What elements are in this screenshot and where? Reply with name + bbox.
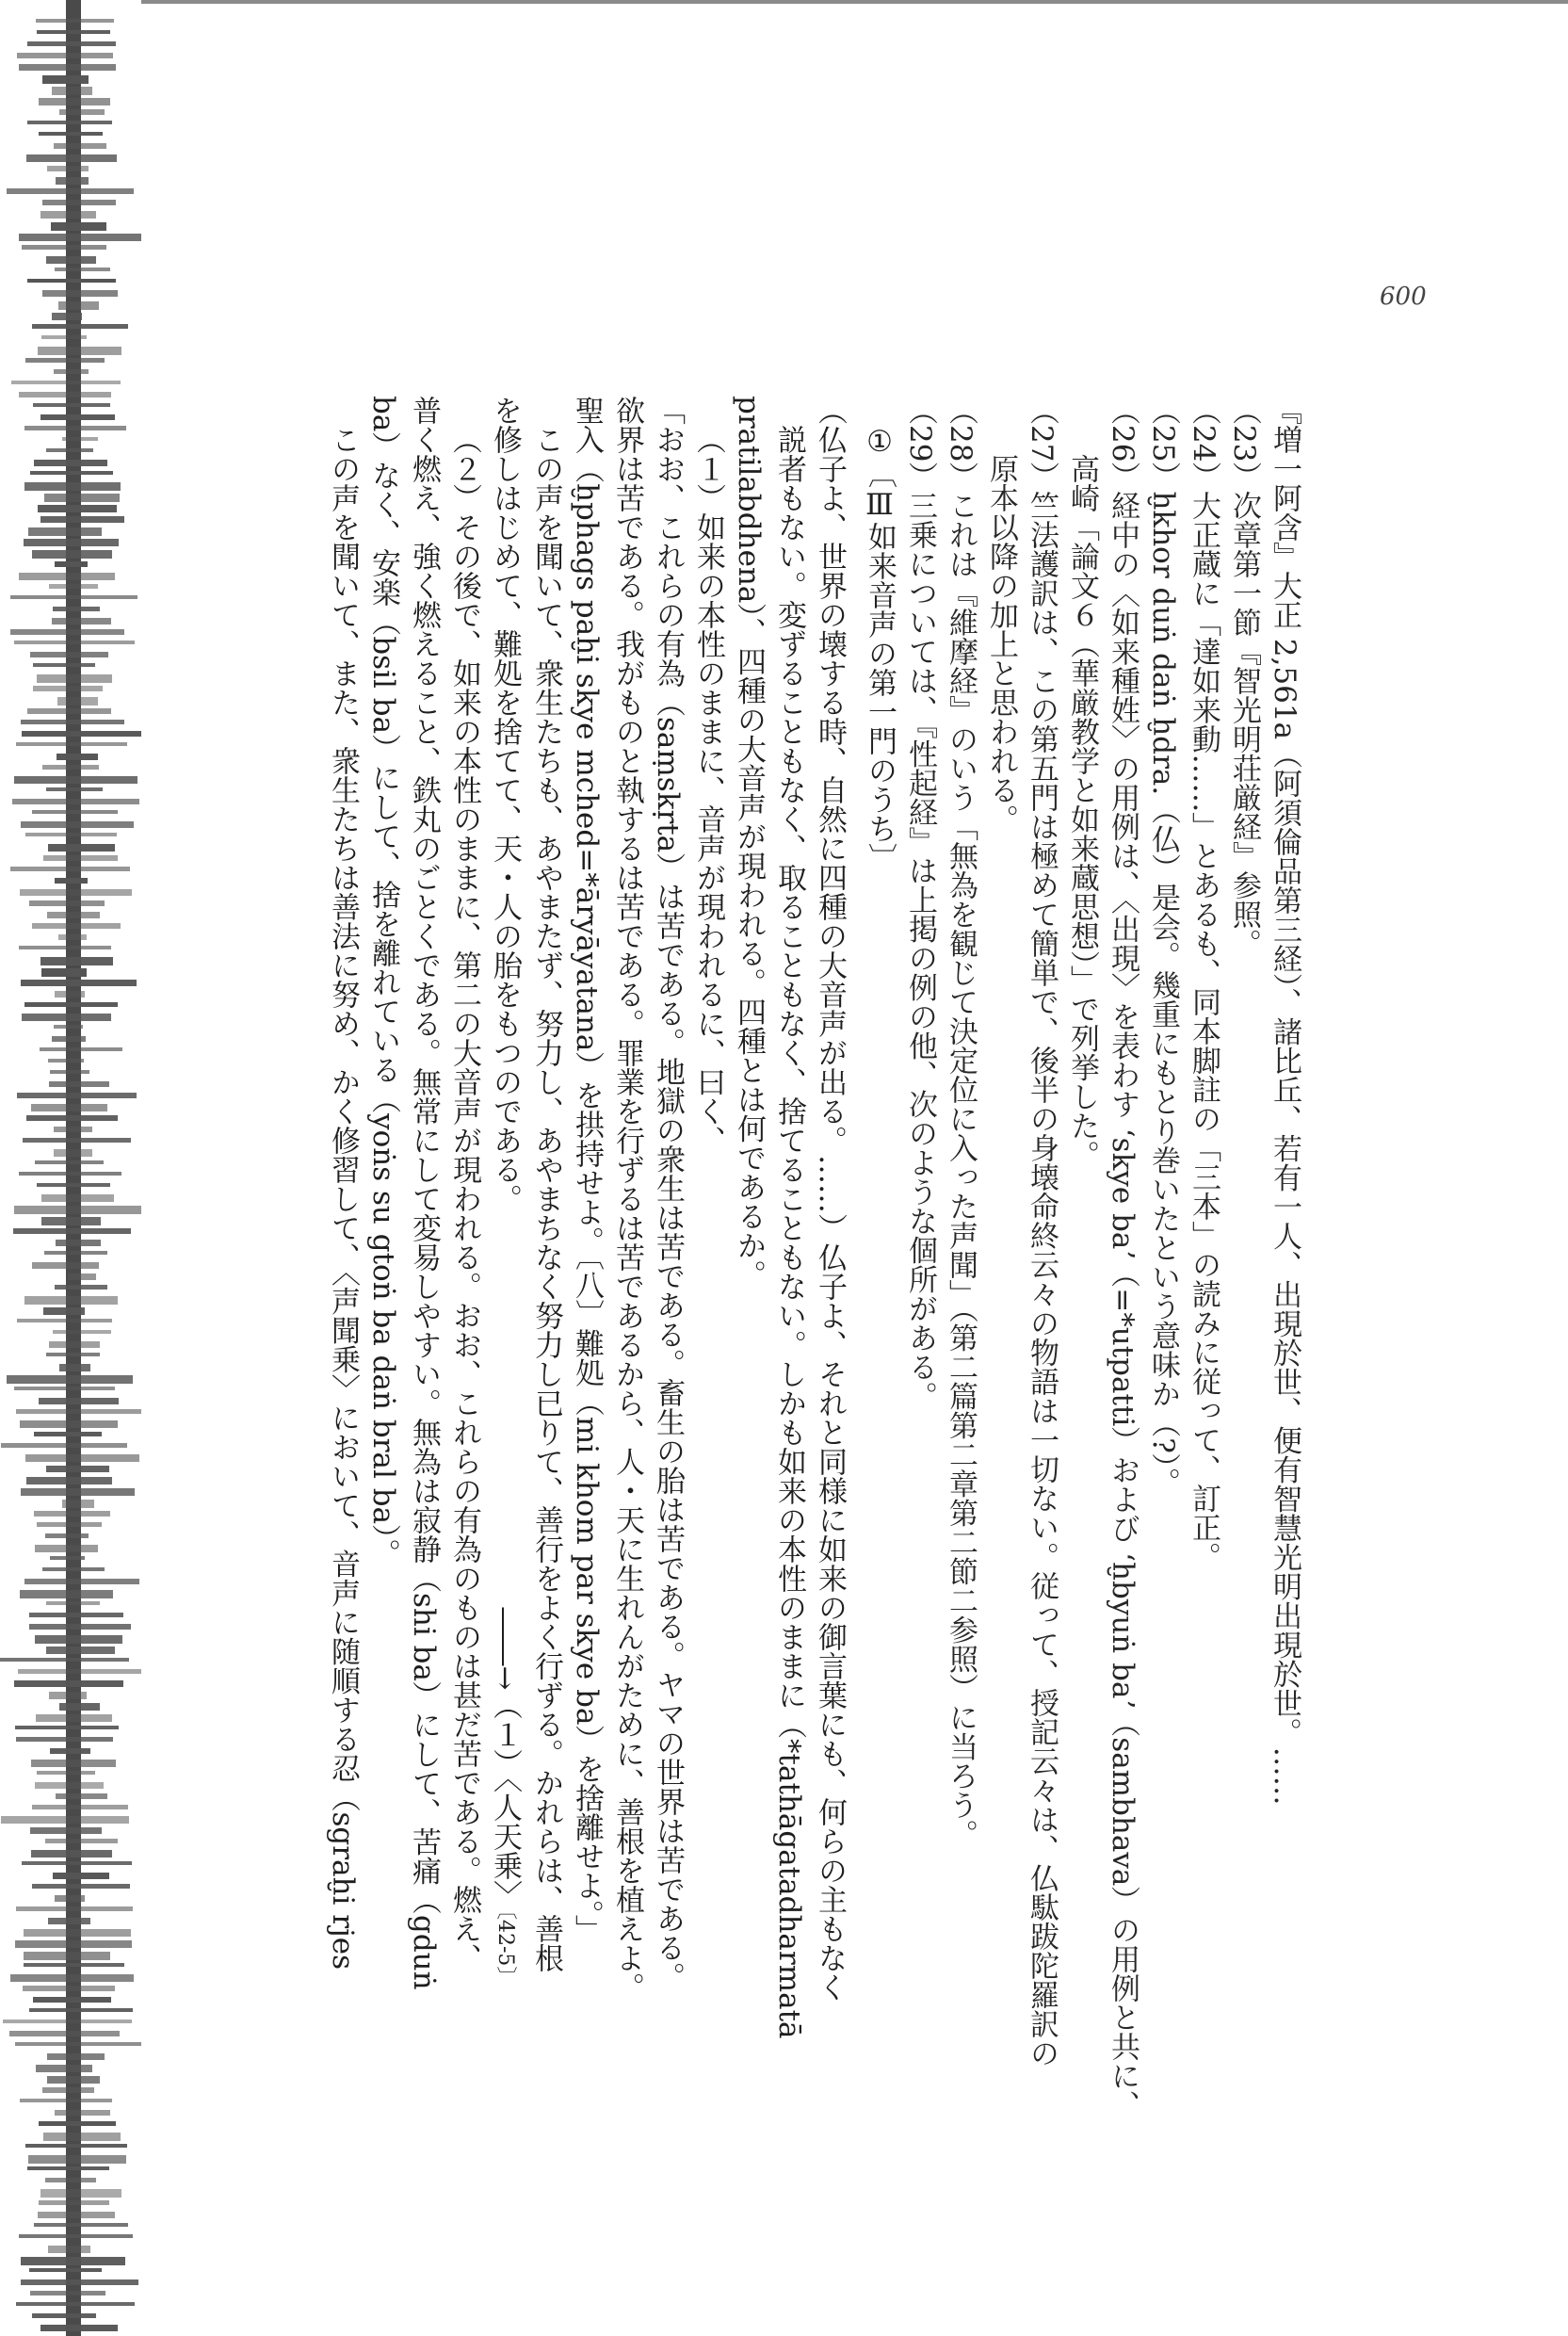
scan-artifact bbox=[29, 900, 105, 906]
footnote-25 bbox=[1142, 396, 1183, 2204]
scan-artifact bbox=[19, 64, 116, 71]
scan-artifact bbox=[0, 1658, 129, 1662]
scan-artifact bbox=[37, 1522, 102, 1527]
footnote-number: （23） bbox=[1227, 396, 1261, 492]
scan-artifact bbox=[59, 109, 105, 115]
scan-artifact bbox=[48, 2246, 90, 2253]
scan-artifact bbox=[36, 1714, 112, 1722]
scan-artifact bbox=[57, 754, 98, 760]
scan-artifact bbox=[9, 2031, 120, 2036]
scan-artifact bbox=[62, 437, 98, 441]
scan-artifact bbox=[49, 1341, 100, 1348]
scan-artifact bbox=[32, 1805, 128, 1809]
scan-artifact bbox=[21, 2257, 125, 2265]
scan-artifact bbox=[25, 833, 117, 836]
scan-artifact bbox=[50, 1070, 89, 1074]
footnote-number: （27） bbox=[1025, 396, 1059, 492]
scan-artifact bbox=[21, 1488, 135, 1496]
scan-artifact bbox=[24, 539, 119, 546]
body-line: 欲界は苦である。我がものと執するは苦である。罪業を行ずるは苦であるから、人・天に生れんがために、善根を植えよ。 bbox=[610, 396, 644, 2002]
scan-artifact bbox=[41, 968, 87, 977]
scan-artifact bbox=[14, 1387, 115, 1390]
scan-artifact bbox=[42, 2087, 94, 2093]
scan-artifact bbox=[48, 1059, 84, 1063]
scan-artifact bbox=[39, 98, 110, 105]
scan-artifact bbox=[31, 1850, 112, 1857]
scan-artifact bbox=[42, 1567, 105, 1571]
scan-artifact bbox=[26, 154, 117, 162]
footnote-29 bbox=[899, 396, 940, 2204]
scan-artifact bbox=[38, 2212, 115, 2218]
footnote-24 bbox=[1183, 396, 1223, 2204]
scan-artifact bbox=[19, 392, 111, 397]
scan-artifact bbox=[46, 1466, 109, 1472]
scan-artifact bbox=[21, 821, 134, 828]
scan-artifact bbox=[26, 1115, 118, 1121]
scan-artifact bbox=[53, 607, 100, 611]
scan-artifact bbox=[34, 460, 107, 466]
body-line-text: を修しはじめて、難処を捨てて、天・人の胎をもつのである。 ――→（１）〈人天乗〉 bbox=[488, 396, 522, 1909]
body-line: 聖入（ḫphags paḫi skye mched=*āryāyatana）を拱持せよ。〔八〕難処（mi khom par skye ba）を捨離せよ。」 bbox=[570, 396, 604, 1944]
scan-artifact bbox=[29, 1613, 123, 1617]
scan-artifact bbox=[19, 1172, 121, 1176]
scan-artifact bbox=[58, 301, 99, 310]
scan-artifact bbox=[33, 686, 103, 691]
scanned-binding-edge bbox=[0, 0, 141, 2336]
top-border bbox=[141, 0, 1568, 4]
scan-artifact bbox=[46, 787, 103, 791]
scan-artifact bbox=[55, 878, 88, 884]
scan-artifact bbox=[53, 1873, 109, 1879]
scan-artifact bbox=[20, 1590, 113, 1598]
scan-artifact bbox=[15, 2042, 141, 2046]
scan-artifact bbox=[16, 1409, 141, 1414]
scan-artifact bbox=[40, 957, 113, 965]
scan-artifact bbox=[34, 1432, 102, 1436]
scan-artifact bbox=[46, 448, 93, 452]
scan-artifact bbox=[47, 166, 89, 171]
scan-artifact bbox=[36, 19, 114, 23]
body-line: この声を聞いて、衆生たちも、あやまたず、努力し、あやまちなく努力し已りて、善行をよく行ずる。かれらは、善根 bbox=[529, 425, 563, 1972]
scan-artifact bbox=[43, 855, 118, 861]
scan-artifact bbox=[31, 1104, 107, 1111]
scan-artifact bbox=[48, 844, 115, 852]
scan-artifact bbox=[13, 1228, 131, 1234]
scan-artifact bbox=[32, 810, 118, 814]
scan-artifact bbox=[35, 1782, 104, 1789]
scan-artifact bbox=[35, 1545, 98, 1552]
scan-artifact bbox=[54, 1025, 83, 1029]
scan-artifact bbox=[17, 53, 113, 58]
scan-artifact bbox=[26, 1477, 112, 1484]
scan-artifact bbox=[25, 1454, 139, 1462]
scan-artifact bbox=[12, 799, 139, 804]
body-line bbox=[484, 396, 525, 2204]
footnote-number: （24） bbox=[1187, 396, 1220, 492]
scan-artifact bbox=[43, 1307, 85, 1315]
scan-artifact bbox=[14, 776, 137, 784]
footnote-number: （28） bbox=[944, 396, 978, 492]
scan-artifact bbox=[54, 1149, 92, 1157]
scan-artifact bbox=[39, 132, 103, 136]
scan-artifact bbox=[32, 550, 112, 559]
body-line: （仏子よ、世界の壊する時、自然に四種の大音声が出る。……）仏子よ、それと同様に如来の御言葉にも、何らの主もなく bbox=[813, 396, 847, 2002]
scan-artifact bbox=[10, 867, 130, 871]
scan-artifact bbox=[54, 369, 89, 374]
scan-artifact bbox=[24, 1296, 118, 1305]
scan-artifact bbox=[16, 1906, 133, 1911]
scan-artifact bbox=[10, 595, 137, 599]
scan-artifact bbox=[24, 1963, 124, 1967]
scan-artifact bbox=[22, 1014, 111, 1021]
scan-artifact bbox=[35, 1635, 122, 1644]
scan-artifact bbox=[47, 2053, 105, 2060]
scan-artifact bbox=[50, 1556, 85, 1560]
scan-artifact bbox=[14, 641, 135, 644]
scan-artifact bbox=[7, 1375, 133, 1384]
scan-artifact bbox=[30, 471, 113, 475]
scan-artifact bbox=[15, 1940, 132, 1948]
scan-artifact bbox=[21, 720, 124, 724]
scan-artifact bbox=[47, 912, 100, 918]
scan-artifact bbox=[41, 1194, 114, 1202]
scan-artifact bbox=[19, 573, 115, 580]
margin-reference: 〔42-5〕 bbox=[493, 1908, 517, 1987]
scan-artifact bbox=[38, 505, 117, 512]
scan-artifact bbox=[11, 381, 121, 384]
footnote-text: ḫkhor duṅ daṅ ḫdra.（仏）是会。幾重にもとり巻いたという意味か（?）。 bbox=[1146, 491, 1180, 1498]
scan-artifact bbox=[52, 87, 92, 95]
footnote-26 bbox=[1102, 396, 1142, 2204]
body-line: 「おお、これらの有為（saṃskṛta）は苦である。地獄の衆生は苦である。畜生の胎は苦である。ヤマの世界は苦である。 bbox=[651, 396, 685, 1992]
scan-artifact bbox=[33, 403, 110, 407]
scan-artifact bbox=[24, 1579, 139, 1584]
scan-artifact bbox=[33, 663, 95, 667]
body-line: （１）如来の本性のままに、音声が現われるに、曰く、 bbox=[691, 425, 725, 1155]
scan-artifact bbox=[22, 245, 106, 250]
footnote-text: 竺法護訳は、この第五門は極めて簡単で、後半の身壊命終云々の物語は一切ない。従って、授記云々は、仏駄跋陀羅訳の bbox=[1025, 491, 1059, 2068]
scan-artifact bbox=[39, 2121, 116, 2126]
scan-artifact bbox=[55, 268, 110, 271]
footnote-text: 次章第一節『智光明荘厳経』参照。 bbox=[1227, 491, 1261, 959]
scan-artifact bbox=[55, 1895, 85, 1902]
footnote-text: 大正蔵に「達如来動……」とあるも、同本脚註の「三本」の読みに従って、訂正。 bbox=[1187, 491, 1220, 1572]
scan-artifact bbox=[33, 1997, 111, 2003]
scan-artifact bbox=[15, 1726, 119, 1729]
vertical-text-block bbox=[240, 396, 1304, 2204]
scan-artifact bbox=[22, 731, 141, 737]
scan-artifact bbox=[28, 527, 102, 536]
body-line: （２）その後で、如来の本性のままに、第二の大音声が現われる。おお、これらの有為のものは甚だ苦である。燃え、 bbox=[447, 425, 481, 1972]
scan-artifact bbox=[48, 1918, 90, 1924]
scan-artifact bbox=[23, 1986, 115, 1991]
scan-artifact bbox=[16, 2302, 135, 2306]
scan-artifact bbox=[55, 1285, 107, 1290]
footnote-text: 経中の〈如来種姓〉の用例は、〈出現〉を表わす ʻskye baʼ（=*utpatti）および ʻḫbyuṅ baʼ（sambhava）の用例と共に、 bbox=[1106, 491, 1140, 2120]
scan-artifact bbox=[24, 1929, 131, 1937]
scan-artifact bbox=[55, 991, 85, 998]
body-line: この声を聞いて、また、衆生たちは善法に努め、かく修習して、〈声聞乗〉において、音声に随順する忍（sgraḫi rjes bbox=[326, 425, 360, 1970]
scan-artifact bbox=[41, 335, 87, 339]
scan-artifact bbox=[45, 1533, 89, 1538]
scan-artifact bbox=[28, 2155, 126, 2164]
scan-artifact bbox=[40, 2189, 121, 2198]
scan-artifact bbox=[32, 2313, 96, 2318]
scan-artifact bbox=[56, 177, 89, 185]
scan-artifact bbox=[39, 2200, 109, 2205]
footnote-text: 三乗については、『性起経』は上掲の例の他、次のような個所がある。 bbox=[903, 491, 937, 1411]
scan-artifact bbox=[55, 561, 88, 567]
scan-artifact bbox=[34, 2223, 128, 2227]
scan-artifact bbox=[54, 1127, 92, 1132]
scan-artifact bbox=[47, 2076, 100, 2084]
scan-artifact bbox=[42, 765, 99, 770]
scan-artifact bbox=[32, 1884, 130, 1889]
body-line: 説者もない。変ずることもなく、取ることもなく、捨てることもない。しかも如来の本性のままに（*tathāgatadharmatā bbox=[772, 425, 806, 2039]
scan-artifact bbox=[30, 652, 108, 657]
scan-artifact bbox=[49, 584, 98, 589]
scan-artifact bbox=[30, 1827, 102, 1834]
scan-artifact bbox=[18, 1669, 141, 1674]
scan-artifact bbox=[52, 313, 82, 320]
scan-artifact bbox=[40, 414, 115, 420]
scan-artifact bbox=[37, 1771, 95, 1775]
page-number: 600 bbox=[1380, 283, 1427, 311]
scan-artifact bbox=[27, 121, 112, 124]
footnote-continuation: 高崎「論文６（華厳教学と如来蔵思想）」で列挙した。 bbox=[1065, 454, 1099, 1170]
scan-artifact bbox=[29, 2268, 102, 2272]
scan-artifact bbox=[27, 279, 116, 283]
scan-artifact bbox=[17, 1093, 137, 1098]
scan-artifact bbox=[32, 1262, 99, 1269]
scan-artifact bbox=[34, 1511, 110, 1517]
scan-artifact bbox=[24, 482, 121, 491]
scan-artifact bbox=[58, 934, 87, 940]
footnote-continuation: 原本以降の加上と思われる。 bbox=[984, 454, 1018, 834]
scan-artifact bbox=[42, 75, 89, 84]
scan-artifact bbox=[44, 1251, 107, 1255]
scan-artifact bbox=[46, 1647, 115, 1654]
footnote-28 bbox=[940, 396, 980, 2204]
footnote-line: 『増一阿含』大正 2,561a（阿須倫品第三経）、諸比丘、若有一人、出現於世、便有智慧光明出現於世。…… bbox=[1268, 396, 1301, 1806]
scan-artifact bbox=[1, 1816, 129, 1824]
scan-artifact bbox=[68, 1273, 96, 1280]
scan-artifact bbox=[46, 256, 96, 264]
scan-artifact bbox=[22, 1861, 132, 1865]
body-line: pratilabdhena）、四種の大音声が現われる。四種とは何であるか。 bbox=[732, 396, 766, 1290]
scan-artifact bbox=[42, 290, 118, 297]
scan-artifact bbox=[27, 708, 111, 714]
scan-artifact bbox=[40, 2325, 118, 2331]
scan-artifact bbox=[27, 41, 116, 46]
footnote-number: （25） bbox=[1146, 396, 1180, 492]
scan-artifact bbox=[21, 980, 137, 986]
scan-artifact bbox=[19, 946, 111, 949]
scan-artifact bbox=[62, 1500, 94, 1508]
scan-artifact bbox=[49, 1692, 87, 1699]
scan-artifact bbox=[54, 143, 106, 149]
scan-artifact bbox=[57, 697, 98, 706]
scan-artifact bbox=[40, 211, 96, 219]
scan-artifact bbox=[37, 1183, 110, 1187]
scan-artifact bbox=[17, 1319, 112, 1322]
scan-artifact bbox=[37, 30, 110, 34]
scan-artifact bbox=[56, 1793, 107, 1799]
scan-artifact bbox=[20, 1420, 118, 1428]
scan-artifact bbox=[38, 347, 121, 355]
scan-artifact bbox=[44, 494, 120, 502]
scan-artifact bbox=[30, 2291, 105, 2295]
scan-artifact bbox=[40, 1047, 122, 1051]
scan-artifact bbox=[46, 1601, 100, 1605]
scan-artifact bbox=[19, 234, 141, 241]
scan-artifact bbox=[53, 1330, 111, 1334]
footnote-23 bbox=[1223, 396, 1264, 2204]
scan-artifact bbox=[29, 1624, 131, 1630]
body-line: ba）なく、安楽（bsil ba）にして、捨を離れている（yoṅs su gtoṅ ba daṅ bral ba）。 bbox=[366, 396, 400, 1568]
scan-artifact bbox=[25, 358, 105, 363]
scan-artifact bbox=[35, 1160, 104, 1164]
scan-artifact bbox=[10, 629, 124, 635]
scan-artifact bbox=[45, 2178, 96, 2182]
scan-artifact bbox=[59, 1703, 100, 1711]
scan-artifact bbox=[20, 2099, 112, 2102]
scan-artifact bbox=[19, 2234, 133, 2238]
scan-artifact bbox=[50, 1748, 90, 1754]
scan-artifact bbox=[32, 923, 121, 929]
scan-artifact bbox=[56, 1240, 101, 1246]
scan-artifact bbox=[45, 1839, 118, 1843]
scan-artifact bbox=[24, 1002, 118, 1007]
scan-artifact bbox=[3, 2020, 132, 2023]
scan-artifact bbox=[20, 889, 132, 896]
scan-artifact bbox=[16, 742, 127, 746]
scan-artifact bbox=[27, 2166, 109, 2170]
scan-artifact bbox=[37, 674, 112, 683]
scan-artifact bbox=[36, 2065, 92, 2072]
body-line: ①〔Ⅲ如来音声の第一門のうち〕 bbox=[863, 425, 897, 872]
footnote-text: これは『維摩経』のいう「無為を観じて決定位に入った声聞」（第二篇第二章第二節二参照）に当ろう。 bbox=[944, 491, 978, 1849]
body-line: 普く燃え、強く燃えること、鉄丸のごとくである。無常にして変易しやすい。無為は寂静（shi ba）にして、苦痛（gduṅ bbox=[407, 396, 441, 1990]
scan-artifact bbox=[42, 200, 116, 205]
scan-artifact bbox=[16, 1737, 113, 1742]
scan-artifact bbox=[29, 2008, 133, 2012]
scan-artifact bbox=[25, 2144, 127, 2148]
scan-artifact bbox=[32, 324, 128, 329]
scan-artifact bbox=[59, 1364, 90, 1371]
scan-artifact bbox=[51, 222, 106, 231]
scan-artifact bbox=[1, 1443, 127, 1448]
scan-artifact bbox=[23, 1138, 131, 1143]
footnote-number: （29） bbox=[903, 396, 937, 492]
scan-artifact bbox=[7, 188, 134, 194]
scan-artifact bbox=[31, 1760, 116, 1767]
scan-artifact bbox=[10, 1974, 134, 1982]
footnote-number: （26） bbox=[1106, 396, 1140, 492]
scan-artifact bbox=[39, 1398, 119, 1404]
scan-artifact bbox=[55, 2110, 110, 2116]
scan-artifact bbox=[52, 1036, 86, 1042]
footnote-27 bbox=[1021, 396, 1061, 2204]
scan-artifact bbox=[46, 1353, 100, 1356]
scan-artifact bbox=[14, 1206, 141, 1214]
scan-artifact bbox=[24, 1952, 110, 1960]
scan-artifact bbox=[52, 618, 111, 625]
scan-artifact bbox=[41, 1217, 101, 1225]
scan-artifact bbox=[21, 2279, 138, 2285]
scan-artifact bbox=[40, 516, 124, 523]
scan-artifact bbox=[49, 1081, 109, 1087]
scan-artifact bbox=[24, 426, 126, 430]
scan-artifact bbox=[14, 1680, 123, 1687]
scan-artifact bbox=[43, 2133, 121, 2141]
